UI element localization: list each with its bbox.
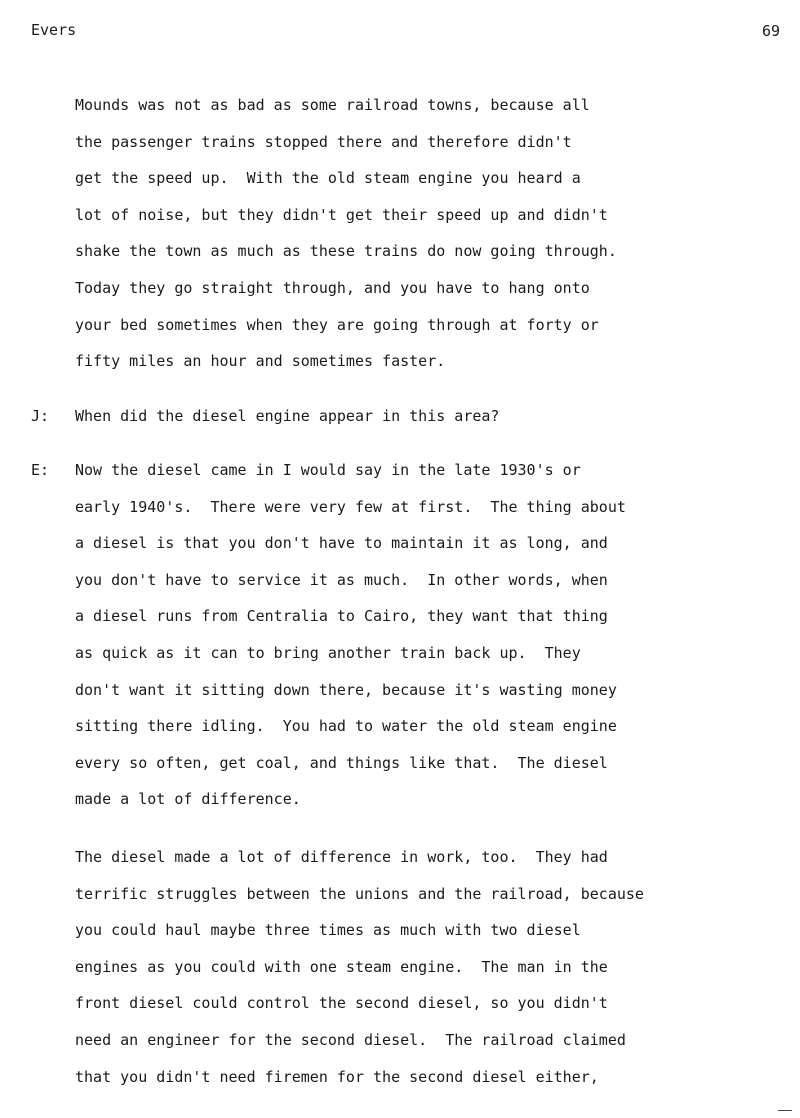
text-line: Mounds was not as bad as some railroad towns, because all bbox=[75, 96, 590, 114]
text-line: you could haul maybe three times as much with two diesel bbox=[75, 921, 581, 940]
text-line: front diesel could control the second diesel, so you didn't bbox=[75, 994, 608, 1013]
text-line: every so often, get coal, and things like that. The diesel bbox=[75, 753, 608, 772]
text-line: fifty miles an hour and sometimes faster. bbox=[75, 352, 446, 371]
text-line: terrific struggles between the unions and the railroad, because bbox=[75, 884, 644, 903]
text-line: When did the diesel engine appear in this area? bbox=[75, 407, 500, 425]
paragraph bbox=[75, 452, 775, 818]
text-line: your bed sometimes when they are going through at forty or bbox=[75, 315, 599, 334]
paragraph bbox=[75, 839, 775, 1095]
text-line: a diesel runs from Centralia to Cairo, they want that thing bbox=[75, 607, 608, 626]
text-line: made a lot of difference. bbox=[75, 790, 301, 809]
text-line: shake the town as much as these trains do now going through. bbox=[75, 242, 617, 261]
text-line: you don't have to service it as much. In other words, when bbox=[75, 570, 608, 589]
text-line: engines as you could with one steam engine. The man in the bbox=[75, 957, 608, 976]
text-line: don't want it sitting down there, because it's wasting money bbox=[75, 680, 617, 699]
text-line: a diesel is that you don't have to maintain it as long, and bbox=[75, 534, 608, 553]
paragraph bbox=[75, 398, 775, 435]
speaker-label: J: bbox=[31, 407, 50, 425]
text-line: need an engineer for the second diesel. The railroad claimed bbox=[75, 1030, 626, 1049]
text-line: The diesel made a lot of difference in work, too. They had bbox=[75, 848, 608, 866]
page-number: 69 bbox=[761, 22, 780, 40]
text-line: the passenger trains stopped there and therefore didn't bbox=[75, 132, 572, 151]
header-name: Evers bbox=[31, 21, 77, 39]
text-line: Today they go straight through, and you have to hang onto bbox=[75, 278, 590, 297]
text-line: as quick as it can to bring another train back up. They bbox=[75, 643, 581, 662]
paragraph bbox=[75, 87, 775, 380]
text-line: that you didn't need firemen for the second diesel either, bbox=[75, 1067, 599, 1086]
text-line: Now the diesel came in I would say in the late 1930's or bbox=[75, 461, 581, 479]
speaker-label: E: bbox=[31, 461, 50, 479]
text-line: get the speed up. With the old steam engine you heard a bbox=[75, 169, 581, 188]
page-edge-mark bbox=[778, 1110, 792, 1111]
text-line: lot of noise, but they didn't get their speed up and didn't bbox=[75, 205, 608, 224]
text-line: sitting there idling. You had to water the old steam engine bbox=[75, 717, 617, 736]
text-line: early 1940's. There were very few at first. The thing about bbox=[75, 497, 626, 516]
